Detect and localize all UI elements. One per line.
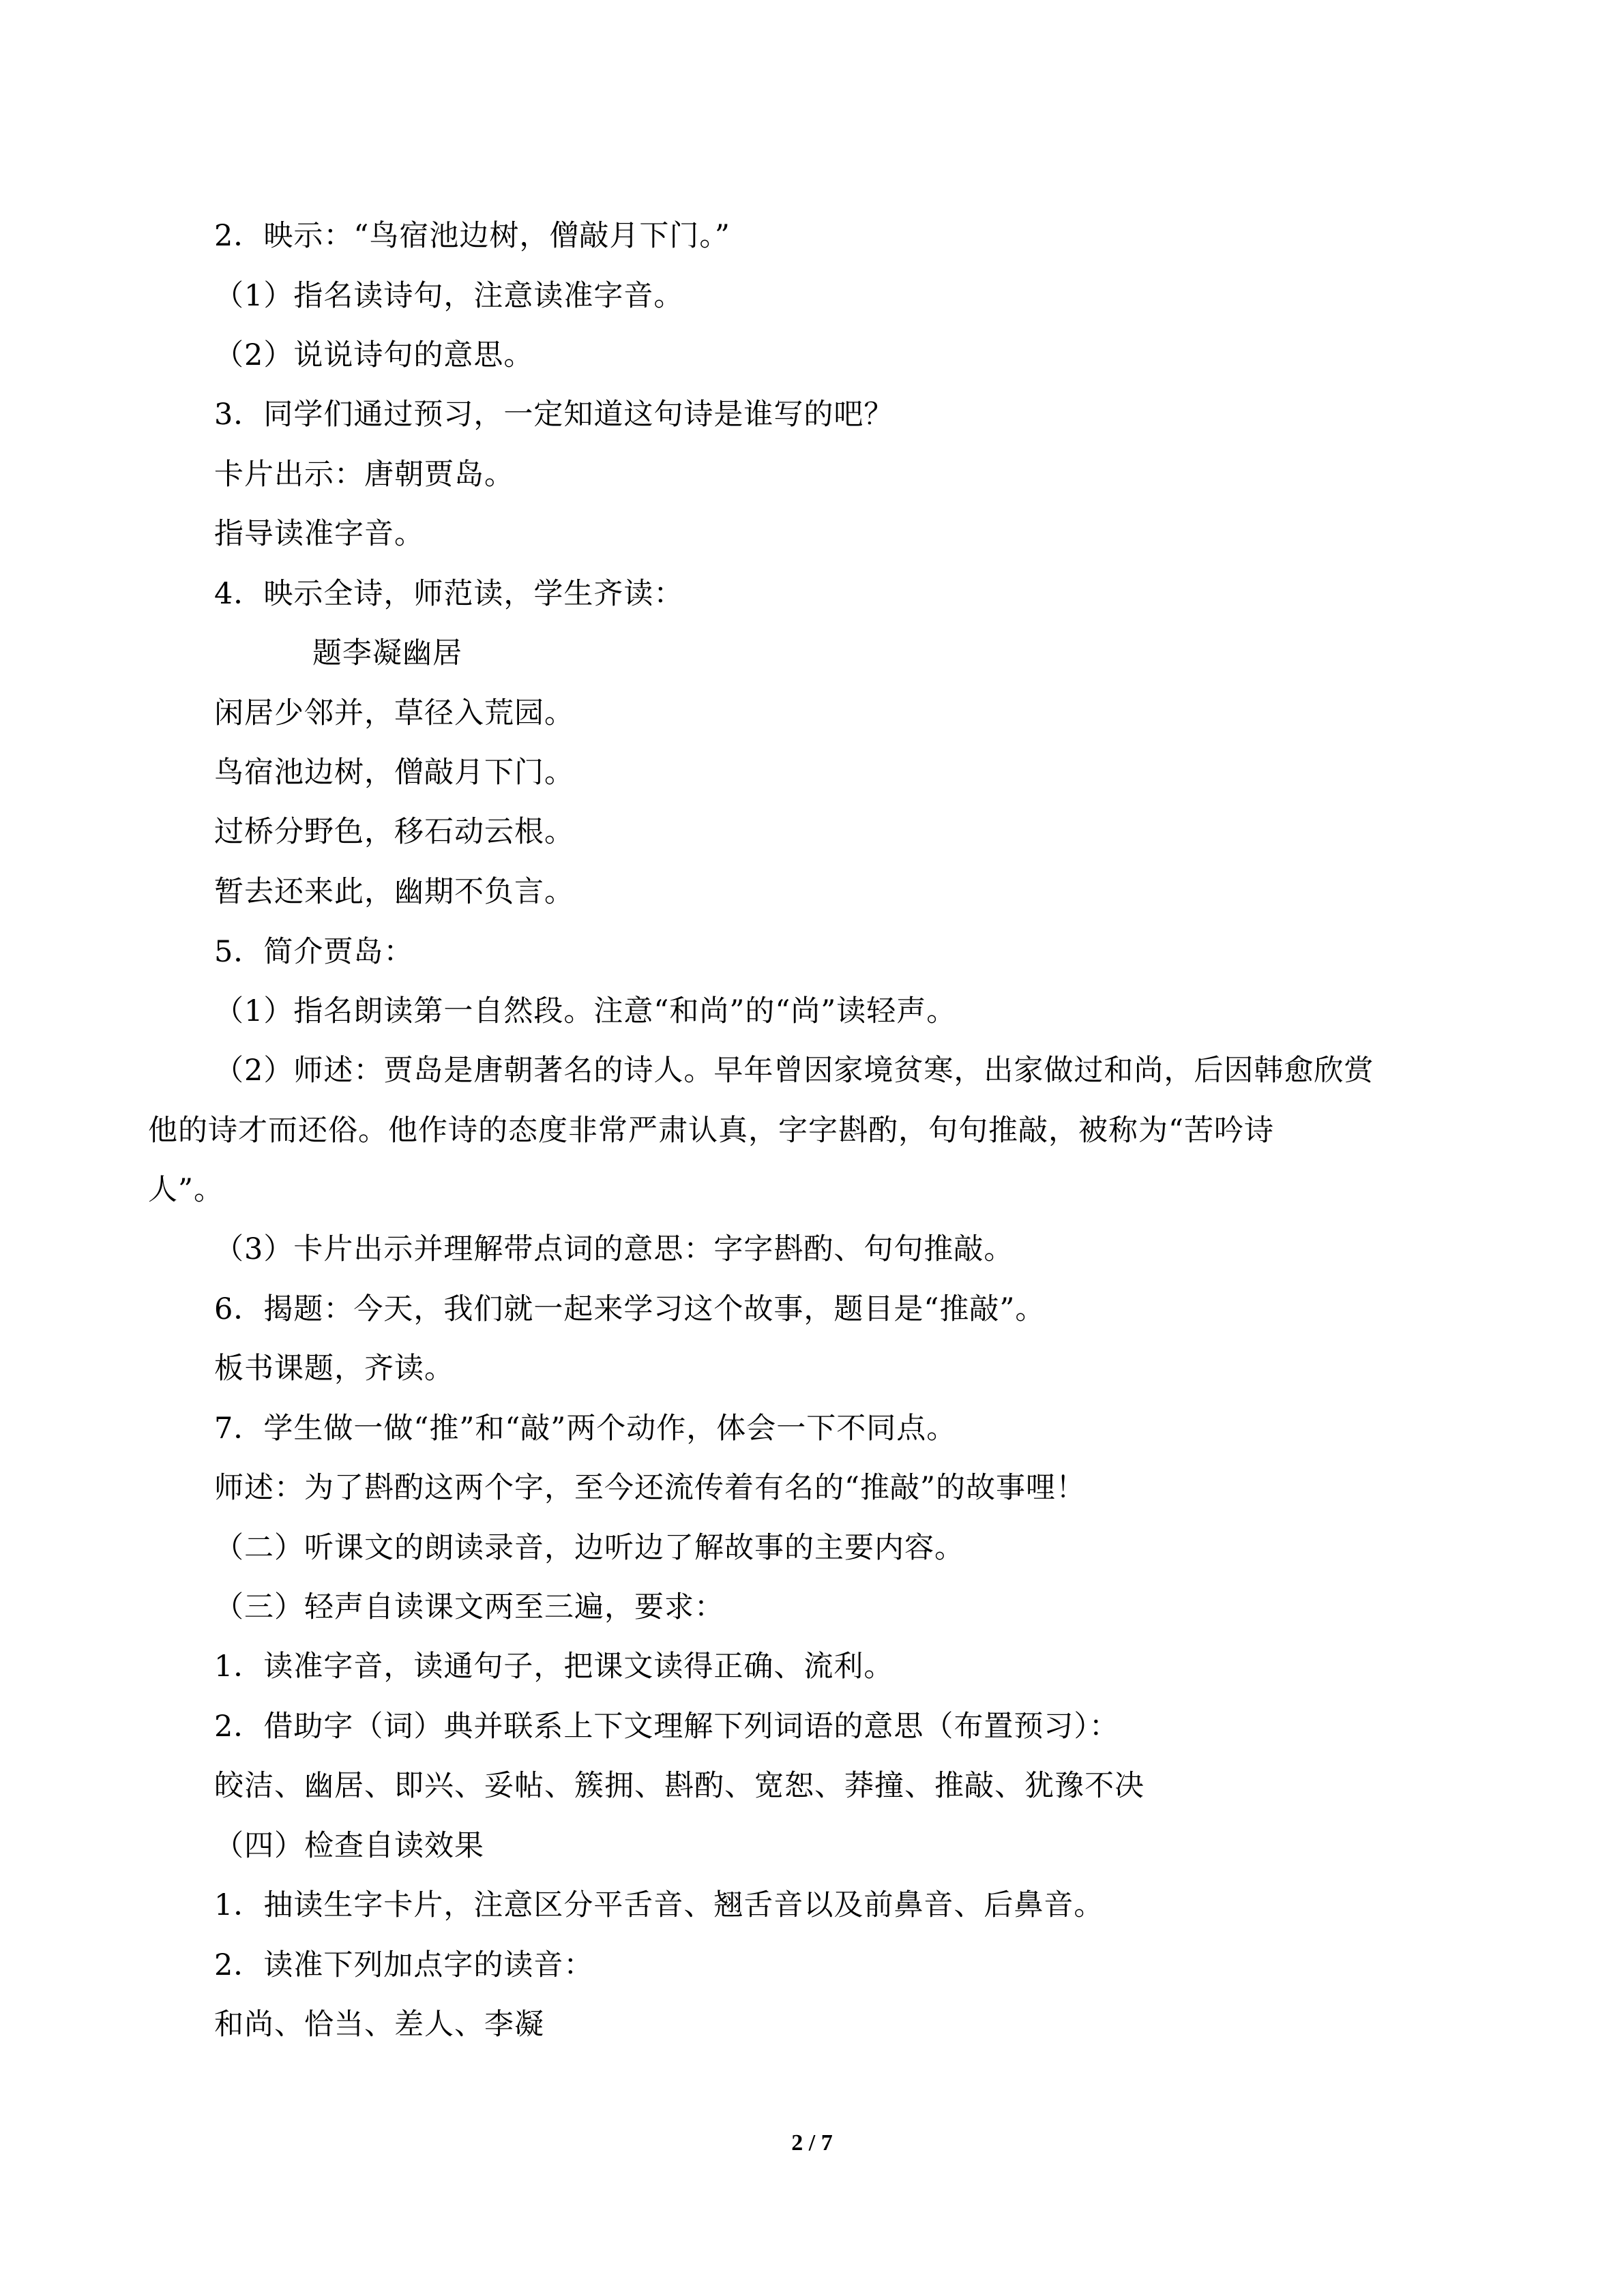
section-4-check: （四）检查自读效果 <box>214 1829 484 1863</box>
req-1-read-correctly: 1．读准字音，读通句子，把课文读得正确、流利。 <box>214 1650 894 1684</box>
write-title: 板书课题，齐读。 <box>214 1352 454 1386</box>
req-2-dictionary: 2．借助字（词）典并联系上下文理解下列词语的意思（布置预习）： <box>214 1710 1119 1744</box>
card-show-author: 卡片出示：唐朝贾岛。 <box>214 458 514 492</box>
narration-continued: 他的诗才而还俗。他作诗的态度非常严肃认真，字字斟酌，句句推敲，被称为“苦吟诗 <box>148 1114 1274 1148</box>
section-3-self-read: （三）轻声自读课文两至三遍，要求： <box>214 1590 724 1624</box>
check-1-cards: 1．抽读生字卡片，注意区分平舌音、翘舌音以及前鼻音、后鼻音。 <box>214 1888 1104 1922</box>
poem-line-1: 闲居少邻并，草径入荒园。 <box>214 696 574 730</box>
poem-line-2: 鸟宿池边树，僧敲月下门。 <box>214 756 574 790</box>
poem-line-3: 过桥分野色，移石动云根。 <box>214 815 574 849</box>
narration-end: 人”。 <box>148 1173 224 1207</box>
teacher-story-note: 师述：为了斟酌这两个字，至今还流传着有名的“推敲”的故事哩！ <box>214 1471 1086 1505</box>
vocabulary-list: 皎洁、幽居、即兴、妥帖、簇拥、斟酌、宽恕、莽撞、推敲、犹豫不决 <box>214 1769 1145 1803</box>
sub-item-2-teacher-narration: （2）师述：贾岛是唐朝著名的诗人。早年曾因家境贫寒，出家做过和尚，后因韩愈欣赏 <box>214 1054 1374 1088</box>
item-6-reveal-title: 6．揭题：今天，我们就一起来学习这个故事，题目是“推敲”。 <box>214 1292 1046 1326</box>
page-number: 2 / 7 <box>791 2130 833 2156</box>
sub-item-2-meaning: （2）说说诗句的意思。 <box>214 338 534 372</box>
item-2-show-poem-line: 2．映示：“鸟宿池边树，僧敲月下门。” <box>214 219 730 253</box>
section-2-listen: （二）听课文的朗读录音，边听边了解故事的主要内容。 <box>214 1531 964 1565</box>
sub-item-1-read-paragraph: （1）指名朗读第一自然段。注意“和尚”的“尚”读轻声。 <box>214 994 957 1028</box>
item-7-act-out: 7．学生做一做“推”和“敲”两个动作，体会一下不同点。 <box>214 1412 957 1446</box>
dotted-char-words: 和尚、恰当、差人、李凝 <box>214 2008 544 2042</box>
item-4-show-full-poem: 4．映示全诗，师范读，学生齐读： <box>214 577 684 611</box>
sub-item-1-read-line: （1）指名读诗句，注意读准字音。 <box>214 279 684 313</box>
guide-pronunciation: 指导读准字音。 <box>214 517 424 551</box>
item-3-author-question: 3．同学们通过预习，一定知道这句诗是谁写的吧？ <box>214 398 894 432</box>
poem-line-4: 暂去还来此，幽期不负言。 <box>214 875 574 909</box>
item-5-intro-jia-dao: 5．简介贾岛： <box>214 935 414 969</box>
sub-item-3-card-words: （3）卡片出示并理解带点词的意思：字字斟酌、句句推敲。 <box>214 1232 1014 1266</box>
poem-title: 题李凝幽居 <box>312 636 462 670</box>
check-2-dotted-chars: 2．读准下列加点字的读音： <box>214 1948 594 1982</box>
